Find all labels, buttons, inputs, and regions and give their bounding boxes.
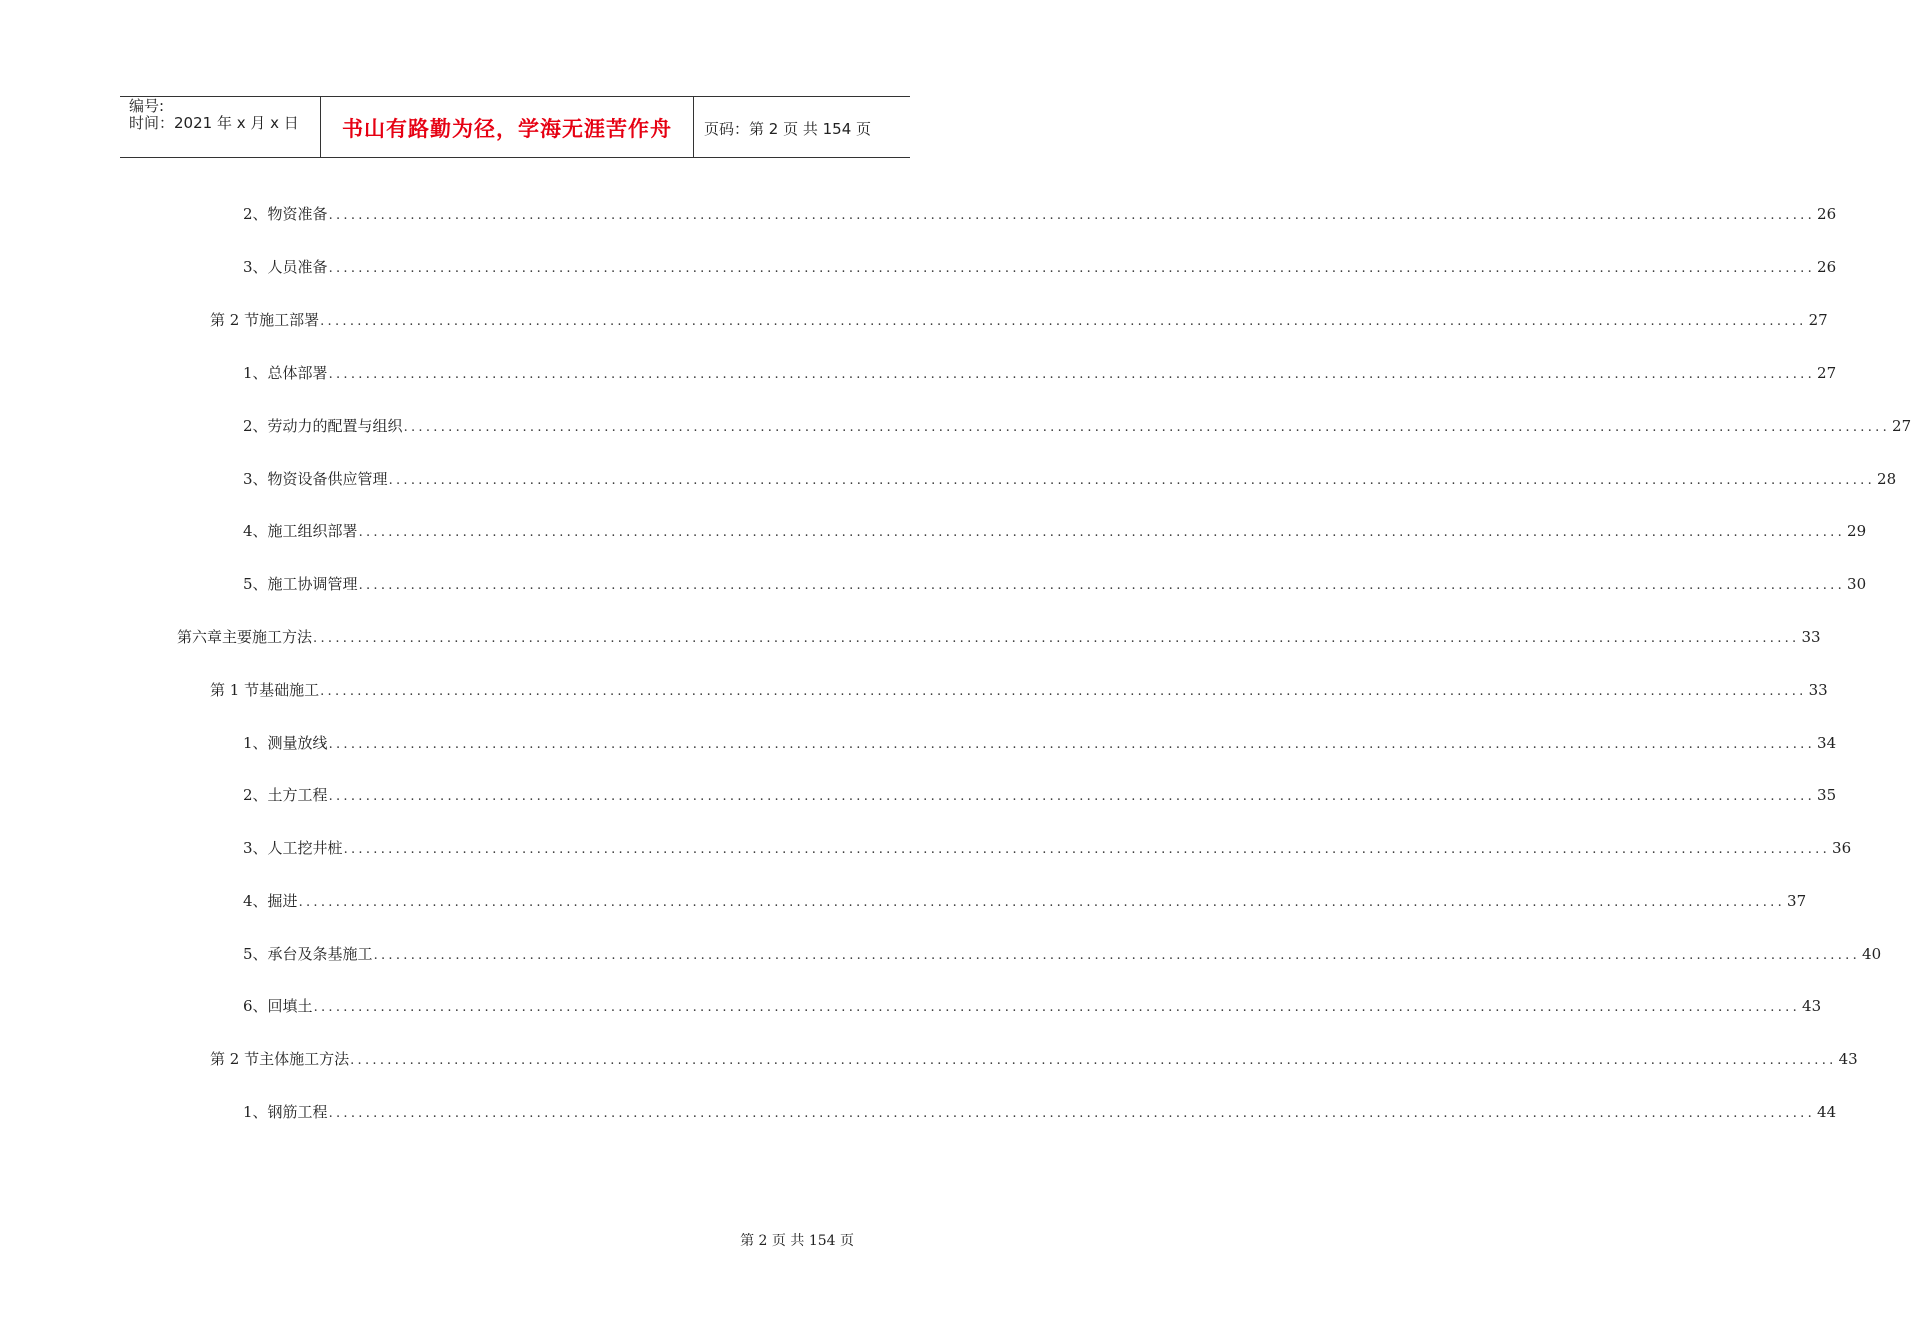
toc-entry-number: 第 2 节 <box>210 311 260 329</box>
toc-dot-leader: ........................................................................................................................................................................................................ <box>388 473 1876 488</box>
toc-entry-title: 掘进 <box>267 892 298 910</box>
toc-entry-number: 3、 <box>243 258 268 276</box>
toc-entry-page: 27 <box>1892 417 1911 435</box>
toc-dot-leader: ........................................................................................................................................................................................................ <box>320 314 1807 329</box>
toc-entry-number: 4、 <box>243 892 268 910</box>
toc-entry-page: 43 <box>1838 1050 1858 1068</box>
toc-entry-page: 34 <box>1817 734 1837 752</box>
toc-entry-title: 人员准备 <box>267 258 328 276</box>
toc-entry-title: 测量放线 <box>267 734 328 752</box>
toc-entry-title: 主要施工方法 <box>222 628 313 646</box>
toc-entry[interactable] <box>177 625 1821 649</box>
header-page-cell <box>694 97 910 157</box>
toc-entry-title: 施工协调管理 <box>267 575 358 593</box>
toc-dot-leader: ........................................................................................................................................................................................................ <box>328 261 1816 276</box>
toc-entry-page: 33 <box>1801 628 1821 646</box>
toc-dot-leader: ........................................................................................................................................................................................................ <box>373 948 1861 963</box>
toc-entry-page: 28 <box>1877 470 1897 488</box>
toc-entry-number: 第 1 节 <box>210 681 260 699</box>
toc-entry-title: 劳动力的配置与组织 <box>267 417 403 435</box>
toc-entry-page: 44 <box>1817 1103 1837 1121</box>
toc-entry[interactable] <box>210 678 1828 702</box>
toc-entry-page: 43 <box>1802 997 1822 1015</box>
toc-entry-number: 5、 <box>243 575 268 593</box>
document-time-label: 时间：2021 年 x 月 x 日 <box>129 114 299 132</box>
toc-entry[interactable] <box>243 731 1837 755</box>
toc-entry-page: 35 <box>1817 786 1837 804</box>
toc-entry-page: 27 <box>1817 364 1837 382</box>
toc-entry-number: 2、 <box>243 205 268 223</box>
toc-dot-leader: ........................................................................................................................................................................................................ <box>298 895 1786 910</box>
toc-dot-leader: ........................................................................................................................................................................................................ <box>350 1053 1837 1068</box>
header-page-info: 页码：第 2 页 共 154 页 <box>704 119 872 138</box>
toc-entry[interactable] <box>243 783 1837 807</box>
toc-dot-leader: ........................................................................................................................................................................................................ <box>313 1000 1801 1015</box>
toc-entry[interactable] <box>243 942 1882 966</box>
toc-entry-number: 3、 <box>243 839 268 857</box>
toc-dot-leader: ........................................................................................................................................................................................................ <box>343 842 1831 857</box>
toc-dot-leader: ........................................................................................................................................................................................................ <box>328 1106 1816 1121</box>
toc-entry-page: 30 <box>1847 575 1867 593</box>
toc-entry-page: 37 <box>1787 892 1807 910</box>
toc-entry-title: 施工组织部署 <box>267 522 358 540</box>
toc-entry-title: 承台及条基施工 <box>267 945 373 963</box>
toc-dot-leader: ........................................................................................................................................................................................................ <box>358 525 1846 540</box>
toc-entry-page: 26 <box>1817 258 1837 276</box>
toc-entry[interactable] <box>243 1100 1837 1124</box>
toc-entry-number: 2、 <box>243 786 268 804</box>
toc-entry-number: 第六章 <box>177 628 223 646</box>
toc-dot-leader: ........................................................................................................................................................................................................ <box>328 737 1816 752</box>
toc-entry[interactable] <box>243 361 1837 385</box>
header-meta-cell <box>120 97 321 157</box>
toc-entry[interactable] <box>243 994 1822 1018</box>
toc-entry-number: 6、 <box>243 997 268 1015</box>
toc-dot-leader: ........................................................................................................................................................................................................ <box>328 789 1816 804</box>
toc-dot-leader: ........................................................................................................................................................................................................ <box>403 420 1891 435</box>
toc-dot-leader: ........................................................................................................................................................................................................ <box>320 684 1807 699</box>
toc-entry-title: 施工部署 <box>259 311 320 329</box>
toc-entry-page: 27 <box>1808 311 1828 329</box>
toc-entry[interactable] <box>243 889 1807 913</box>
toc-entry[interactable] <box>243 255 1837 279</box>
toc-entry[interactable] <box>243 519 1867 543</box>
toc-entry[interactable] <box>210 1047 1858 1071</box>
toc-entry-number: 2、 <box>243 417 268 435</box>
toc-entry[interactable] <box>243 467 1897 491</box>
toc-entry-title: 物资准备 <box>267 205 328 223</box>
toc-entry[interactable] <box>243 202 1837 226</box>
toc-entry-page: 29 <box>1847 522 1867 540</box>
toc-entry-number: 1、 <box>243 364 268 382</box>
toc-entry-number: 5、 <box>243 945 268 963</box>
toc-entry-page: 36 <box>1832 839 1852 857</box>
toc-entry[interactable] <box>210 308 1828 332</box>
toc-entry-number: 1、 <box>243 734 268 752</box>
toc-dot-leader: ........................................................................................................................................................................................................ <box>358 578 1846 593</box>
header-motto-cell <box>321 97 694 157</box>
toc-entry-title: 钢筋工程 <box>267 1103 328 1121</box>
page-footer: 第 2 页 共 154 页 <box>740 1233 854 1249</box>
toc-entry-title: 总体部署 <box>267 364 328 382</box>
toc-entry-page: 40 <box>1862 945 1882 963</box>
toc-entry-number: 4、 <box>243 522 268 540</box>
toc-dot-leader: ........................................................................................................................................................................................................ <box>313 631 1800 646</box>
toc-entry[interactable] <box>243 414 1911 438</box>
toc-entry-number: 1、 <box>243 1103 268 1121</box>
toc-entry-page: 26 <box>1817 205 1837 223</box>
toc-entry-title: 基础施工 <box>259 681 320 699</box>
toc-dot-leader: ........................................................................................................................................................................................................ <box>328 208 1816 223</box>
toc-entry[interactable] <box>243 572 1867 596</box>
toc-entry-title: 人工挖井桩 <box>267 839 343 857</box>
toc-entry-title: 土方工程 <box>267 786 328 804</box>
toc-entry-title: 主体施工方法 <box>259 1050 350 1068</box>
toc-entry[interactable] <box>243 836 1852 860</box>
toc-dot-leader: ........................................................................................................................................................................................................ <box>328 367 1816 382</box>
toc-entry-number: 第 2 节 <box>210 1050 260 1068</box>
toc-entry-title: 回填土 <box>267 997 313 1015</box>
toc-entry-number: 3、 <box>243 470 268 488</box>
page-header <box>120 96 910 158</box>
toc-entry-title: 物资设备供应管理 <box>267 470 388 488</box>
document-number-label: 编号: <box>129 97 165 115</box>
header-motto: 书山有路勤为径，学海无涯苦作舟 <box>342 117 672 141</box>
toc-entry-page: 33 <box>1808 681 1828 699</box>
